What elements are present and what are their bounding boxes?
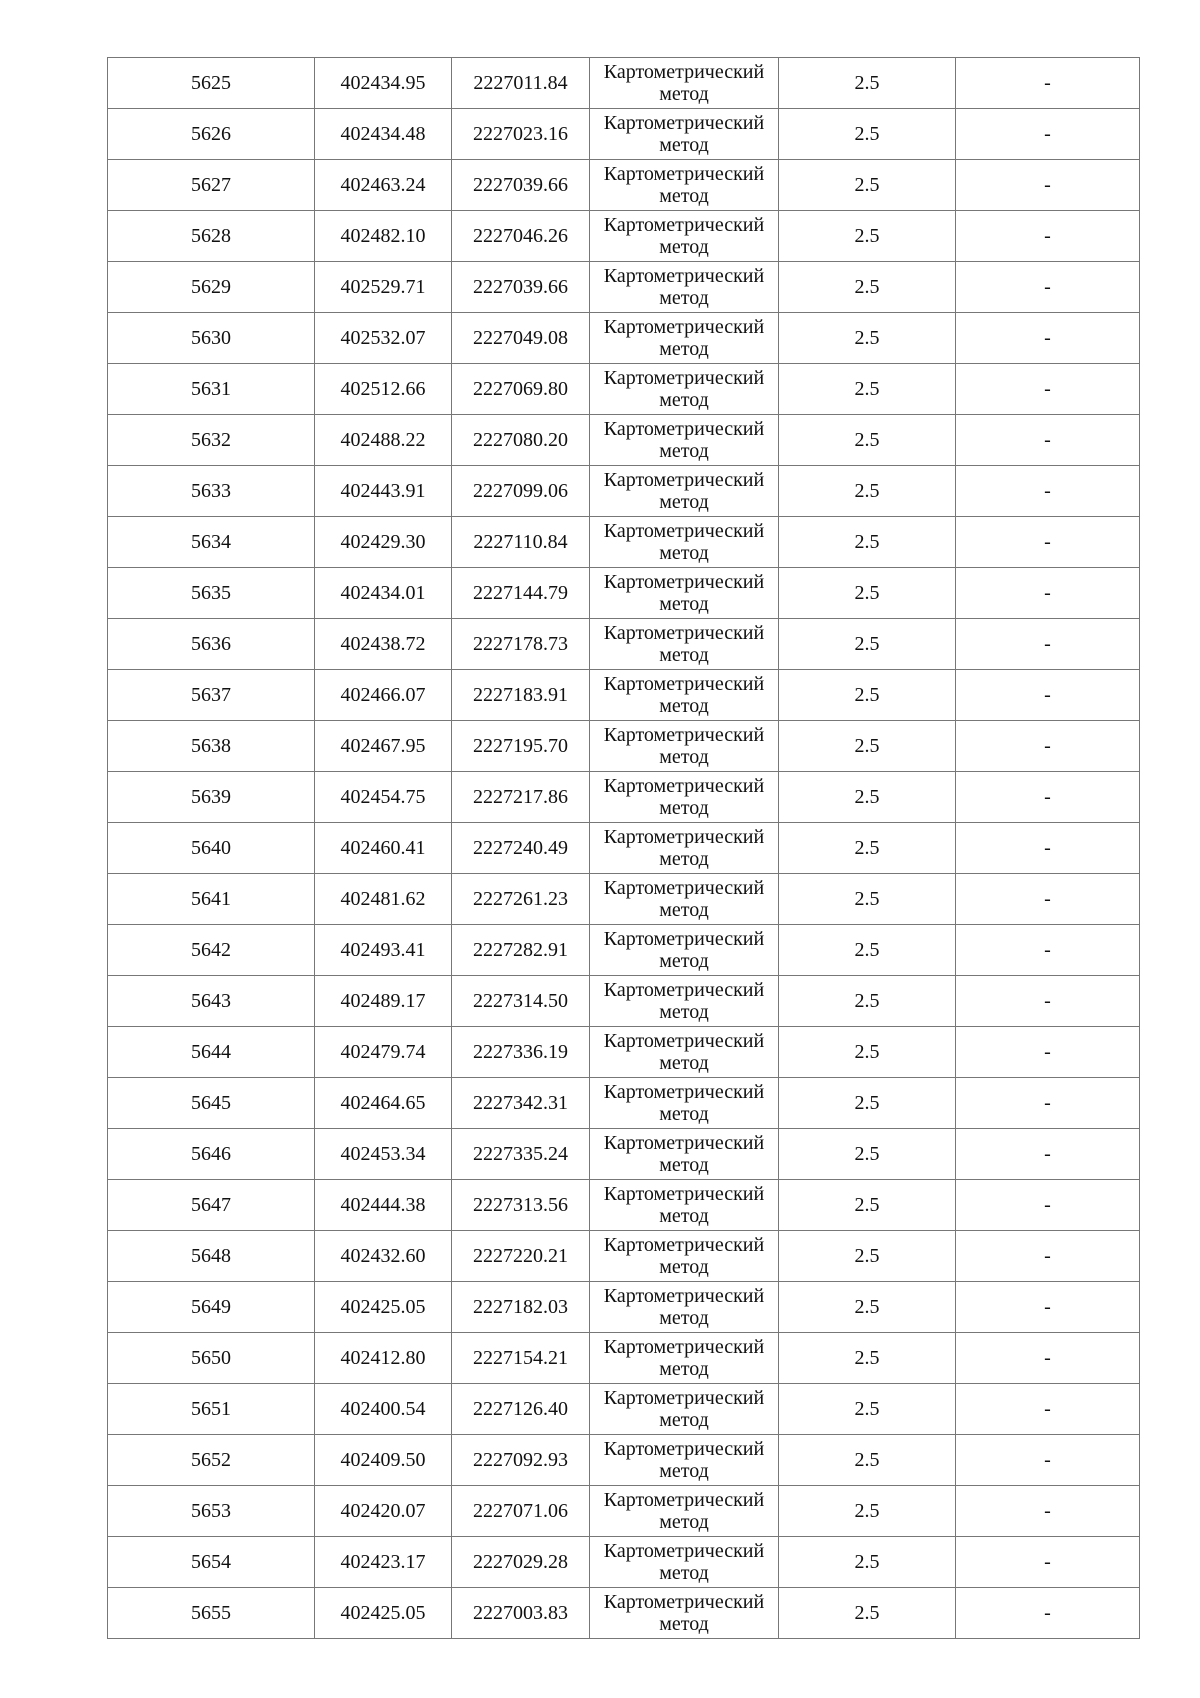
method-cell [590,1333,779,1384]
x-coordinate-cell: 402425.05 [315,1282,452,1333]
method-line: метод [659,440,709,462]
y-coordinate-cell: 2227178.73 [452,619,590,670]
point-number-cell: 5628 [108,211,315,262]
method-line: Картометрический [603,61,765,83]
point-number-cell: 5648 [108,1231,315,1282]
x-coordinate-cell: 402493.41 [315,925,452,976]
method-line: метод [659,950,709,972]
method-line: Картометрический [603,316,765,338]
note-cell: - [956,1486,1140,1537]
note-cell: - [956,619,1140,670]
table-row [108,262,1140,313]
table-row [108,364,1140,415]
table-row [108,925,1140,976]
x-coordinate-cell: 402409.50 [315,1435,452,1486]
method-line: метод [659,1103,709,1125]
method-cell [590,1384,779,1435]
method-line: Картометрический [603,979,765,1001]
point-number-cell: 5645 [108,1078,315,1129]
x-coordinate-cell: 402453.34 [315,1129,452,1180]
method-line: Картометрический [603,826,765,848]
y-coordinate-cell: 2227335.24 [452,1129,590,1180]
method-line: Картометрический [603,1540,765,1562]
point-number-cell: 5626 [108,109,315,160]
table-row [108,160,1140,211]
accuracy-cell: 2.5 [779,1231,956,1282]
table-row [108,1231,1140,1282]
point-number-cell: 5625 [108,58,315,109]
x-coordinate-cell: 402482.10 [315,211,452,262]
method-line: метод [659,848,709,870]
table-row [108,466,1140,517]
method-cell [590,1231,779,1282]
accuracy-cell: 2.5 [779,1435,956,1486]
method-line: метод [659,644,709,666]
accuracy-cell: 2.5 [779,1384,956,1435]
point-number-cell: 5638 [108,721,315,772]
y-coordinate-cell: 2227069.80 [452,364,590,415]
accuracy-cell: 2.5 [779,211,956,262]
point-number-cell: 5627 [108,160,315,211]
point-number-cell: 5650 [108,1333,315,1384]
method-line: метод [659,746,709,768]
y-coordinate-cell: 2227099.06 [452,466,590,517]
table-row [108,517,1140,568]
method-cell [590,823,779,874]
y-coordinate-cell: 2227039.66 [452,262,590,313]
point-number-cell: 5654 [108,1537,315,1588]
accuracy-cell: 2.5 [779,364,956,415]
method-cell [590,619,779,670]
point-number-cell: 5644 [108,1027,315,1078]
coordinates-table [107,57,1140,1639]
note-cell: - [956,1435,1140,1486]
note-cell: - [956,466,1140,517]
method-line: метод [659,1256,709,1278]
method-line: метод [659,1613,709,1635]
note-cell: - [956,823,1140,874]
method-line: Картометрический [603,724,765,746]
point-number-cell: 5649 [108,1282,315,1333]
y-coordinate-cell: 2227261.23 [452,874,590,925]
note-cell: - [956,415,1140,466]
method-line: Картометрический [603,520,765,542]
method-line: Картометрический [603,1234,765,1256]
x-coordinate-cell: 402400.54 [315,1384,452,1435]
method-line: метод [659,797,709,819]
accuracy-cell: 2.5 [779,1333,956,1384]
method-cell [590,1027,779,1078]
method-line: Картометрический [603,1132,765,1154]
method-line: метод [659,1307,709,1329]
note-cell: - [956,58,1140,109]
point-number-cell: 5639 [108,772,315,823]
point-number-cell: 5646 [108,1129,315,1180]
method-line: Картометрический [603,214,765,236]
method-line: метод [659,899,709,921]
table-row [108,1129,1140,1180]
note-cell: - [956,1231,1140,1282]
method-line: Картометрический [603,877,765,899]
x-coordinate-cell: 402479.74 [315,1027,452,1078]
accuracy-cell: 2.5 [779,109,956,160]
table-row [108,1333,1140,1384]
point-number-cell: 5637 [108,670,315,721]
method-line: метод [659,542,709,564]
method-line: метод [659,287,709,309]
point-number-cell: 5631 [108,364,315,415]
method-line: метод [659,1001,709,1023]
accuracy-cell: 2.5 [779,874,956,925]
method-line: метод [659,1205,709,1227]
method-line: Картометрический [603,1591,765,1613]
table-row [108,1435,1140,1486]
method-line: метод [659,389,709,411]
note-cell: - [956,670,1140,721]
table-row [108,568,1140,619]
accuracy-cell: 2.5 [779,160,956,211]
note-cell: - [956,109,1140,160]
method-cell [590,313,779,364]
x-coordinate-cell: 402489.17 [315,976,452,1027]
note-cell: - [956,1180,1140,1231]
accuracy-cell: 2.5 [779,1129,956,1180]
accuracy-cell: 2.5 [779,517,956,568]
method-line: Картометрический [603,673,765,695]
method-cell [590,58,779,109]
method-cell [590,976,779,1027]
x-coordinate-cell: 402434.01 [315,568,452,619]
x-coordinate-cell: 402463.24 [315,160,452,211]
method-line: метод [659,185,709,207]
accuracy-cell: 2.5 [779,1078,956,1129]
point-number-cell: 5636 [108,619,315,670]
method-cell [590,466,779,517]
table-row [108,721,1140,772]
method-line: метод [659,491,709,513]
method-cell [590,1537,779,1588]
point-number-cell: 5630 [108,313,315,364]
method-cell [590,1129,779,1180]
table-row [108,619,1140,670]
point-number-cell: 5640 [108,823,315,874]
point-number-cell: 5647 [108,1180,315,1231]
y-coordinate-cell: 2227011.84 [452,58,590,109]
accuracy-cell: 2.5 [779,1537,956,1588]
method-line: Картометрический [603,418,765,440]
note-cell: - [956,364,1140,415]
note-cell: - [956,721,1140,772]
point-number-cell: 5635 [108,568,315,619]
method-line: Картометрический [603,112,765,134]
method-cell [590,262,779,313]
accuracy-cell: 2.5 [779,925,956,976]
y-coordinate-cell: 2227217.86 [452,772,590,823]
y-coordinate-cell: 2227314.50 [452,976,590,1027]
method-cell [590,874,779,925]
method-line: метод [659,1052,709,1074]
y-coordinate-cell: 2227092.93 [452,1435,590,1486]
method-cell [590,364,779,415]
note-cell: - [956,925,1140,976]
accuracy-cell: 2.5 [779,721,956,772]
accuracy-cell: 2.5 [779,58,956,109]
method-cell [590,1078,779,1129]
x-coordinate-cell: 402532.07 [315,313,452,364]
x-coordinate-cell: 402454.75 [315,772,452,823]
table-row [108,1027,1140,1078]
x-coordinate-cell: 402466.07 [315,670,452,721]
y-coordinate-cell: 2227046.26 [452,211,590,262]
y-coordinate-cell: 2227144.79 [452,568,590,619]
table-row [108,670,1140,721]
method-line: Картометрический [603,1030,765,1052]
point-number-cell: 5653 [108,1486,315,1537]
y-coordinate-cell: 2227195.70 [452,721,590,772]
note-cell: - [956,1537,1140,1588]
y-coordinate-cell: 2227220.21 [452,1231,590,1282]
method-line: Картометрический [603,928,765,950]
table-row [108,772,1140,823]
method-line: метод [659,593,709,615]
x-coordinate-cell: 402423.17 [315,1537,452,1588]
point-number-cell: 5641 [108,874,315,925]
method-line: Картометрический [603,1183,765,1205]
table-row [108,1588,1140,1639]
table-row [108,1282,1140,1333]
accuracy-cell: 2.5 [779,1282,956,1333]
table-row [108,976,1140,1027]
table-row [108,1537,1140,1588]
method-line: метод [659,1154,709,1176]
note-cell: - [956,517,1140,568]
point-number-cell: 5642 [108,925,315,976]
y-coordinate-cell: 2227080.20 [452,415,590,466]
y-coordinate-cell: 2227126.40 [452,1384,590,1435]
method-line: Картометрический [603,1081,765,1103]
note-cell: - [956,313,1140,364]
accuracy-cell: 2.5 [779,1588,956,1639]
accuracy-cell: 2.5 [779,262,956,313]
table-row [108,58,1140,109]
note-cell: - [956,1588,1140,1639]
method-line: Картометрический [603,1438,765,1460]
note-cell: - [956,568,1140,619]
accuracy-cell: 2.5 [779,313,956,364]
x-coordinate-cell: 402481.62 [315,874,452,925]
x-coordinate-cell: 402438.72 [315,619,452,670]
accuracy-cell: 2.5 [779,619,956,670]
point-number-cell: 5632 [108,415,315,466]
method-line: метод [659,1511,709,1533]
note-cell: - [956,1333,1140,1384]
x-coordinate-cell: 402429.30 [315,517,452,568]
method-line: Картометрический [603,622,765,644]
accuracy-cell: 2.5 [779,976,956,1027]
method-line: Картометрический [603,265,765,287]
point-number-cell: 5633 [108,466,315,517]
x-coordinate-cell: 402434.48 [315,109,452,160]
method-line: метод [659,1460,709,1482]
y-coordinate-cell: 2227342.31 [452,1078,590,1129]
method-cell [590,160,779,211]
x-coordinate-cell: 402420.07 [315,1486,452,1537]
method-cell [590,721,779,772]
point-number-cell: 5629 [108,262,315,313]
table-row [108,874,1140,925]
x-coordinate-cell: 402460.41 [315,823,452,874]
method-cell [590,568,779,619]
x-coordinate-cell: 402432.60 [315,1231,452,1282]
method-line: Картометрический [603,1285,765,1307]
y-coordinate-cell: 2227336.19 [452,1027,590,1078]
method-cell [590,772,779,823]
table-row [108,1078,1140,1129]
method-line: Картометрический [603,1336,765,1358]
table-row [108,415,1140,466]
accuracy-cell: 2.5 [779,1180,956,1231]
method-line: метод [659,1409,709,1431]
note-cell: - [956,1282,1140,1333]
note-cell: - [956,1078,1140,1129]
y-coordinate-cell: 2227049.08 [452,313,590,364]
x-coordinate-cell: 402488.22 [315,415,452,466]
y-coordinate-cell: 2227182.03 [452,1282,590,1333]
method-line: метод [659,695,709,717]
y-coordinate-cell: 2227183.91 [452,670,590,721]
table-row [108,109,1140,160]
y-coordinate-cell: 2227023.16 [452,109,590,160]
table-row [108,823,1140,874]
point-number-cell: 5643 [108,976,315,1027]
accuracy-cell: 2.5 [779,1486,956,1537]
x-coordinate-cell: 402444.38 [315,1180,452,1231]
method-cell [590,1435,779,1486]
note-cell: - [956,772,1140,823]
x-coordinate-cell: 402467.95 [315,721,452,772]
method-cell [590,1282,779,1333]
note-cell: - [956,262,1140,313]
table-row [108,1486,1140,1537]
point-number-cell: 5634 [108,517,315,568]
accuracy-cell: 2.5 [779,1027,956,1078]
method-cell [590,415,779,466]
table-row [108,1384,1140,1435]
method-line: метод [659,83,709,105]
method-line: метод [659,1562,709,1584]
y-coordinate-cell: 2227313.56 [452,1180,590,1231]
x-coordinate-cell: 402529.71 [315,262,452,313]
note-cell: - [956,1027,1140,1078]
method-line: метод [659,236,709,258]
method-cell [590,109,779,160]
point-number-cell: 5655 [108,1588,315,1639]
method-cell [590,925,779,976]
note-cell: - [956,160,1140,211]
method-line: Картометрический [603,469,765,491]
accuracy-cell: 2.5 [779,772,956,823]
note-cell: - [956,1384,1140,1435]
y-coordinate-cell: 2227003.83 [452,1588,590,1639]
accuracy-cell: 2.5 [779,568,956,619]
accuracy-cell: 2.5 [779,823,956,874]
y-coordinate-cell: 2227029.28 [452,1537,590,1588]
point-number-cell: 5652 [108,1435,315,1486]
method-line: метод [659,134,709,156]
x-coordinate-cell: 402434.95 [315,58,452,109]
table-row [108,1180,1140,1231]
note-cell: - [956,976,1140,1027]
method-cell [590,1486,779,1537]
method-line: Картометрический [603,775,765,797]
y-coordinate-cell: 2227240.49 [452,823,590,874]
point-number-cell: 5651 [108,1384,315,1435]
x-coordinate-cell: 402412.80 [315,1333,452,1384]
method-line: Картометрический [603,163,765,185]
method-line: метод [659,338,709,360]
accuracy-cell: 2.5 [779,466,956,517]
table-row [108,313,1140,364]
method-line: Картометрический [603,571,765,593]
method-line: метод [659,1358,709,1380]
method-cell [590,517,779,568]
note-cell: - [956,211,1140,262]
y-coordinate-cell: 2227110.84 [452,517,590,568]
y-coordinate-cell: 2227154.21 [452,1333,590,1384]
accuracy-cell: 2.5 [779,670,956,721]
table-row [108,211,1140,262]
method-cell [590,1180,779,1231]
accuracy-cell: 2.5 [779,415,956,466]
method-cell [590,211,779,262]
x-coordinate-cell: 402464.65 [315,1078,452,1129]
method-line: Картометрический [603,1489,765,1511]
note-cell: - [956,874,1140,925]
y-coordinate-cell: 2227039.66 [452,160,590,211]
x-coordinate-cell: 402512.66 [315,364,452,415]
method-cell [590,670,779,721]
note-cell: - [956,1129,1140,1180]
y-coordinate-cell: 2227282.91 [452,925,590,976]
x-coordinate-cell: 402443.91 [315,466,452,517]
method-line: Картометрический [603,1387,765,1409]
method-cell [590,1588,779,1639]
method-line: Картометрический [603,367,765,389]
y-coordinate-cell: 2227071.06 [452,1486,590,1537]
table-body [108,58,1140,1639]
x-coordinate-cell: 402425.05 [315,1588,452,1639]
